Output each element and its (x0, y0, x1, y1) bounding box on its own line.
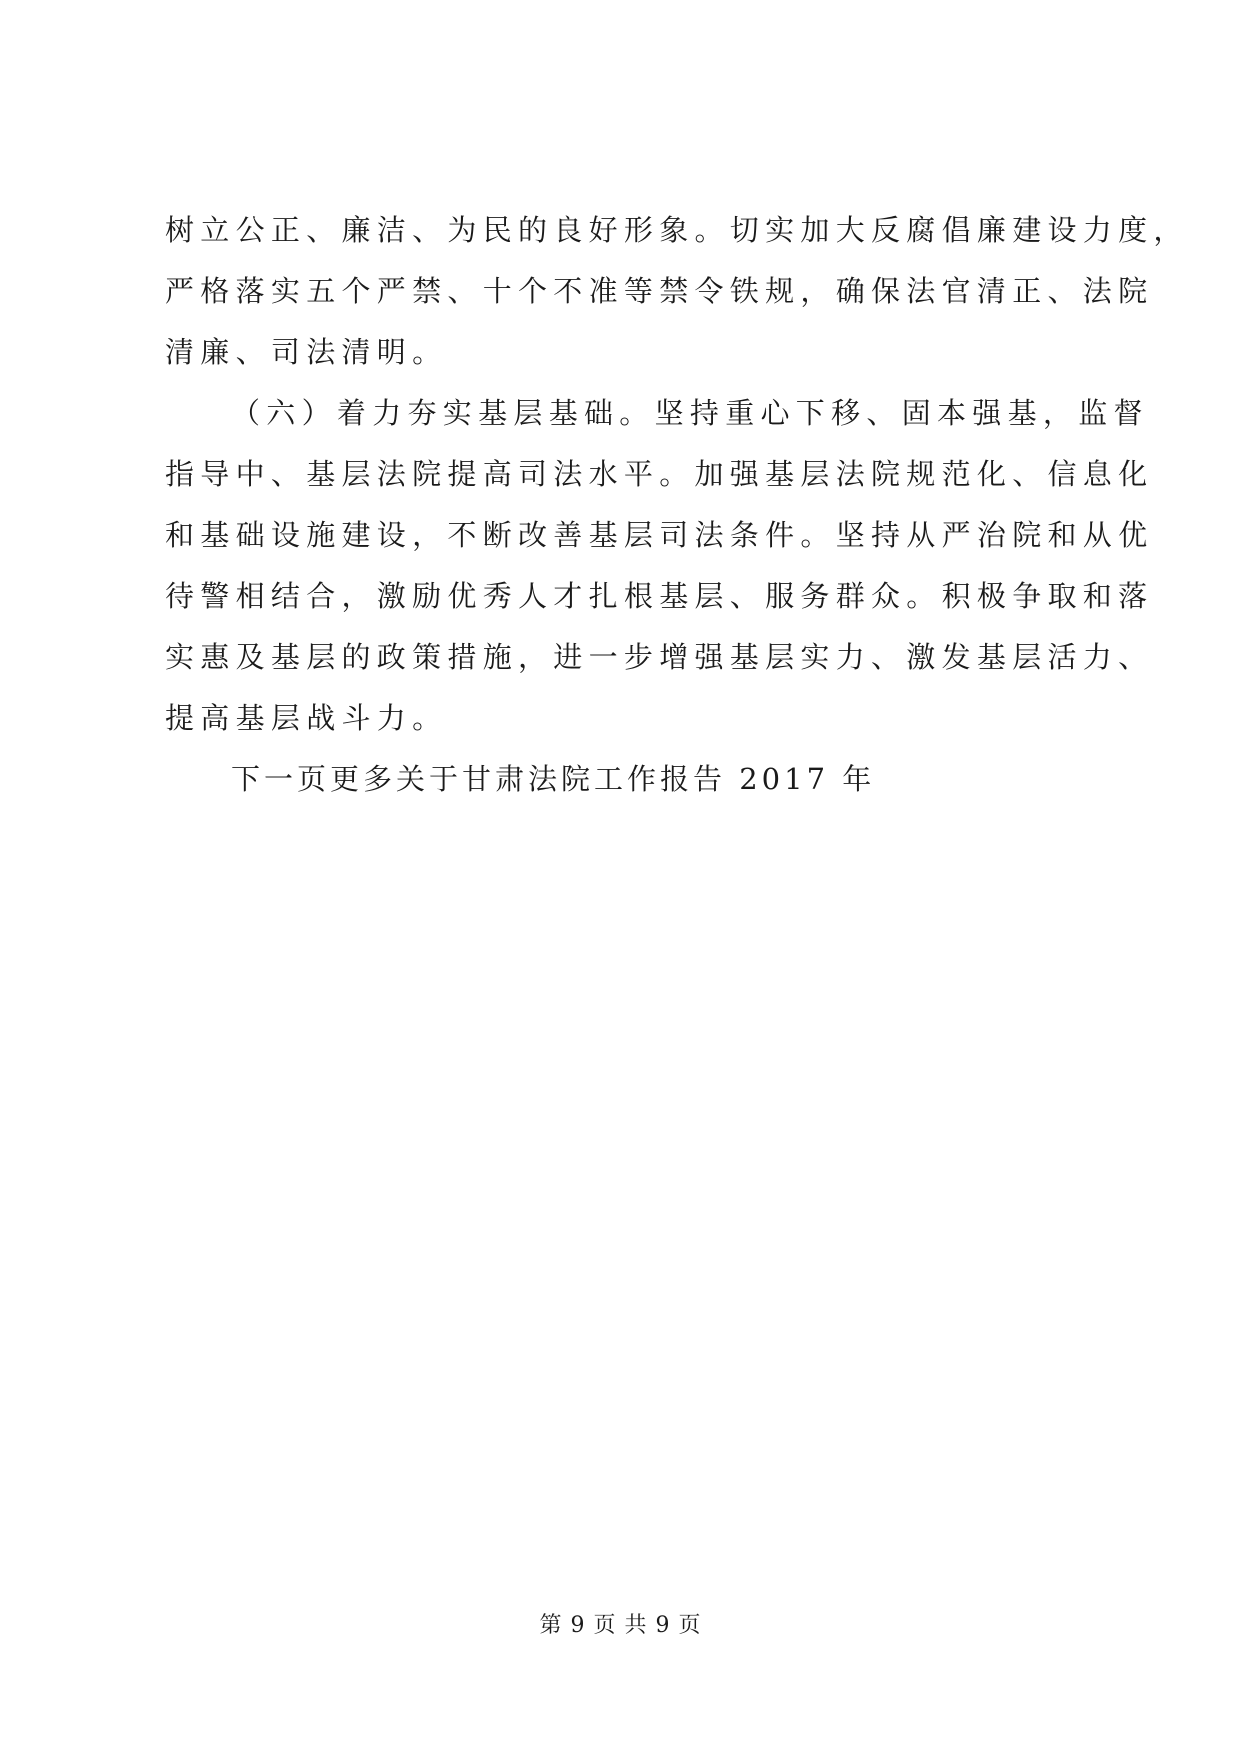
text-line: 树立公正、廉洁、为民的良好形象。切实加大反腐倡廉建设力度， (165, 213, 1189, 247)
text-line: 提高基层战斗力。 (165, 701, 448, 735)
page-number-footer: 第 9 页 共 9 页 (539, 1613, 702, 1638)
next-page-link[interactable]: 下一页更多关于甘肃法院工作报告 2017 年 (231, 762, 876, 796)
text-line: 指导中、基层法院提高司法水平。加强基层法院规范化、信息化 (165, 457, 1154, 491)
text-line: 和基础设施建设，不断改善基层司法条件。坚持从严治院和从优 (165, 518, 1154, 552)
document-body (165, 200, 1189, 810)
text-line: 清廉、司法清明。 (165, 335, 448, 369)
section-heading-line: （六）着力夯实基层基础。坚持重心下移、固本强基，监督 (231, 396, 1149, 430)
text-line: 待警相结合，激励优秀人才扎根基层、服务群众。积极争取和落 (165, 579, 1154, 613)
text-line: 实惠及基层的政策措施，进一步增强基层实力、激发基层活力、 (165, 640, 1154, 674)
text-line: 严格落实五个严禁、十个不准等禁令铁规，确保法官清正、法院 (165, 274, 1154, 308)
